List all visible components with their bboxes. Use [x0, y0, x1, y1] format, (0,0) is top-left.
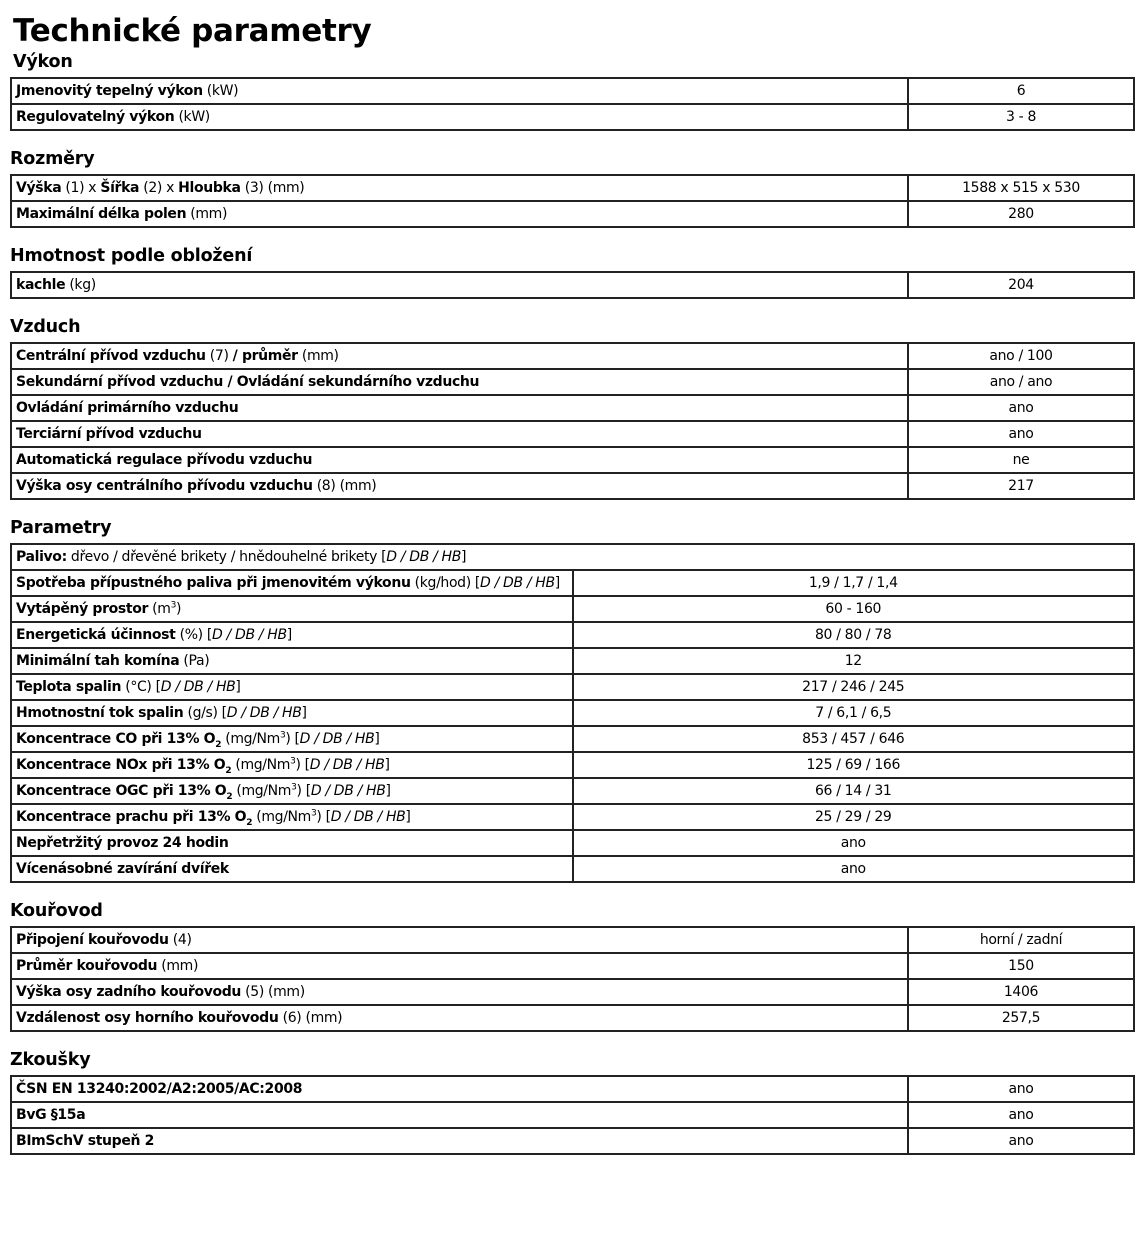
table-row	[11, 175, 1134, 201]
parameter-value: 1406	[908, 979, 1134, 1005]
label-part: kachle	[16, 277, 66, 293]
label-part: Teplota spalin	[16, 679, 122, 695]
label-part: 3	[279, 730, 286, 741]
label-part: Energetická účinnost	[16, 627, 176, 643]
parameter-value: 66 / 14 / 31	[573, 778, 1135, 804]
label-part: ) [	[285, 731, 300, 747]
parameter-value: ano	[573, 830, 1135, 856]
label-part: (kW)	[174, 109, 210, 125]
parameter-label	[11, 473, 908, 499]
section-6	[10, 899, 1135, 1032]
table-row	[11, 979, 1134, 1005]
label-part: Výška osy zadního kouřovodu	[16, 984, 242, 1000]
label-part: (kW)	[202, 83, 239, 99]
parameter-value: 257,5	[908, 1005, 1134, 1031]
table-row	[11, 856, 1134, 882]
label-part: Vícenásobné zavírání dvířek	[16, 861, 229, 877]
label-part: ]	[554, 575, 560, 591]
parameter-label	[11, 201, 908, 227]
label-part: Koncentrace prachu při 13% O	[16, 809, 247, 825]
parameter-value: 125 / 69 / 166	[573, 752, 1135, 778]
label-part: (2) x	[139, 180, 179, 196]
parameter-value: 3 - 8	[908, 104, 1134, 130]
parameter-value: ano	[908, 421, 1134, 447]
parameter-label	[11, 726, 573, 752]
label-part: 3	[170, 600, 176, 611]
table-row	[11, 596, 1134, 622]
parameter-label	[11, 1102, 908, 1128]
section-5	[10, 516, 1135, 883]
table-row	[11, 927, 1134, 953]
label-part: ]	[460, 549, 467, 565]
parameter-value: 80 / 80 / 78	[573, 622, 1135, 648]
parameter-label	[11, 1005, 908, 1031]
parameter-label	[11, 674, 573, 700]
parameter-value: horní / zadní	[908, 927, 1134, 953]
label-part: 3	[291, 782, 297, 793]
parameter-value: ano	[908, 1128, 1134, 1154]
section-heading: Výkon	[13, 52, 73, 72]
label-part: (mm)	[186, 206, 228, 222]
label-part: ]	[374, 731, 380, 747]
label-part: Průměr kouřovodu	[16, 958, 158, 974]
label-part: D / DB / HB	[212, 627, 287, 643]
parameter-label	[11, 622, 573, 648]
parameter-label	[11, 804, 573, 830]
parameter-value: 217 / 246 / 245	[573, 674, 1135, 700]
parameter-label	[11, 1128, 908, 1154]
label-part: ) [	[295, 757, 310, 773]
table-row	[11, 778, 1134, 804]
parameter-label	[11, 104, 908, 130]
table-row	[11, 648, 1134, 674]
parameter-label	[11, 78, 908, 104]
label-part: dřevo / dřevěné brikety / hnědouhelné brikety [	[66, 549, 387, 565]
table-row	[11, 830, 1134, 856]
label-part: 2	[215, 739, 222, 750]
label-part: (6) (mm)	[278, 1010, 343, 1026]
page-title: Technické parametry	[13, 13, 372, 49]
parameter-label	[11, 596, 573, 622]
label-part: Palivo:	[16, 549, 67, 565]
parameter-label	[11, 544, 1134, 570]
table-row	[11, 700, 1134, 726]
parameter-table	[10, 543, 1135, 883]
label-part: 2	[225, 765, 232, 776]
label-part: (mg/Nm	[252, 809, 311, 825]
label-part: ) [	[296, 783, 311, 799]
label-part: Vytápěný prostor	[16, 601, 149, 617]
parameter-value: 150	[908, 953, 1134, 979]
label-part: D / DB / HB	[480, 575, 555, 591]
label-part: ) [	[316, 809, 331, 825]
table-row	[11, 726, 1134, 752]
section-heading: Parametry	[10, 518, 112, 538]
parameter-value: 25 / 29 / 29	[573, 804, 1135, 830]
parameter-value: ano	[908, 1076, 1134, 1102]
parameter-label	[11, 369, 908, 395]
label-part: Vzdálenost osy horního kouřovodu	[16, 1010, 279, 1026]
label-part: (mg/Nm	[221, 731, 280, 747]
label-part: (m	[148, 601, 171, 617]
section-heading: Zkoušky	[10, 1050, 91, 1070]
label-part: Koncentrace CO při 13% O	[16, 731, 216, 747]
label-part: Sekundární přívod vzduchu / Ovládání sekundárního vzduchu	[16, 374, 480, 390]
label-part: Hloubka	[178, 180, 241, 196]
table-row	[11, 447, 1134, 473]
parameter-label	[11, 778, 573, 804]
parameter-table	[10, 174, 1135, 228]
table-row	[11, 1102, 1134, 1128]
parameter-label	[11, 1076, 908, 1102]
label-part: Hmotnostní tok spalin	[16, 705, 184, 721]
parameter-label	[11, 175, 908, 201]
table-row	[11, 104, 1134, 130]
section-7	[10, 1048, 1135, 1155]
label-part: D / DB / HB	[160, 679, 236, 695]
table-row	[11, 544, 1134, 570]
label-part: ]	[384, 757, 390, 773]
parameter-table	[10, 1075, 1135, 1155]
label-part: (Pa)	[179, 653, 210, 669]
parameter-value: 6	[908, 78, 1134, 104]
table-row	[11, 1128, 1134, 1154]
table-row	[11, 752, 1134, 778]
label-part: D / DB / HB	[386, 549, 461, 565]
label-part: (kg)	[65, 277, 96, 293]
label-part: / průměr	[232, 348, 298, 364]
label-part: Centrální přívod vzduchu	[16, 348, 206, 364]
label-part: Koncentrace NOx při 13% O	[16, 757, 226, 773]
parameter-value: 853 / 457 / 646	[573, 726, 1135, 752]
section-3	[10, 244, 1135, 299]
parameter-value: 60 - 160	[573, 596, 1135, 622]
label-part: Výška	[16, 180, 62, 196]
label-part: Připojení kouřovodu	[16, 932, 169, 948]
label-part: (1) x	[61, 180, 101, 196]
parameter-value: ano	[573, 856, 1135, 882]
parameter-value: 217	[908, 473, 1134, 499]
parameter-table	[10, 926, 1135, 1032]
label-part: (mg/Nm	[232, 783, 292, 799]
table-row	[11, 1076, 1134, 1102]
section-heading: Vzduch	[10, 317, 81, 337]
label-part: Spotřeba přípustného paliva při jmenovitém výkonu	[16, 575, 411, 591]
parameter-value: 1588 x 515 x 530	[908, 175, 1134, 201]
label-part: D / DB / HB	[299, 731, 375, 747]
parameter-value: 1,9 / 1,7 / 1,4	[573, 570, 1135, 596]
section-heading: Kouřovod	[10, 901, 103, 921]
table-row	[11, 953, 1134, 979]
label-part: (8) (mm)	[312, 478, 377, 494]
section-2	[10, 147, 1135, 228]
label-part: ]	[235, 679, 241, 695]
table-row	[11, 622, 1134, 648]
table-row	[11, 343, 1134, 369]
label-part: D / DB / HB	[226, 705, 302, 721]
parameter-label	[11, 648, 573, 674]
parameter-label	[11, 447, 908, 473]
label-part: (g/s) [	[183, 705, 227, 721]
label-part: D / DB / HB	[330, 809, 406, 825]
label-part: ]	[405, 809, 411, 825]
label-part: Jmenovitý tepelný výkon	[16, 83, 203, 99]
parameter-value: 280	[908, 201, 1134, 227]
label-part: (7)	[205, 348, 233, 364]
parameter-label	[11, 700, 573, 726]
table-row	[11, 395, 1134, 421]
section-4	[10, 315, 1135, 500]
label-part: 2	[226, 791, 233, 802]
parameter-label	[11, 752, 573, 778]
table-row	[11, 473, 1134, 499]
parameter-label	[11, 272, 908, 298]
label-part: Minimální tah komína	[16, 653, 180, 669]
parameter-value: ano	[908, 1102, 1134, 1128]
parameter-label	[11, 927, 908, 953]
label-part: Automatická regulace přívodu vzduchu	[16, 452, 313, 468]
parameter-label	[11, 570, 573, 596]
parameter-label	[11, 979, 908, 1005]
parameter-table	[10, 342, 1135, 500]
label-part: (4)	[168, 932, 192, 948]
table-row	[11, 421, 1134, 447]
label-part: BImSchV stupeň 2	[16, 1133, 155, 1149]
label-part: (%) [	[175, 627, 213, 643]
parameter-value: ano	[908, 395, 1134, 421]
table-row	[11, 674, 1134, 700]
table-row	[11, 804, 1134, 830]
parameter-label	[11, 421, 908, 447]
label-part: Šířka	[100, 180, 140, 196]
parameter-value: ano / 100	[908, 343, 1134, 369]
parameter-label	[11, 953, 908, 979]
label-part: (mg/Nm	[231, 757, 291, 773]
label-part: 3	[310, 808, 317, 819]
label-part: (3) (mm)	[240, 180, 305, 196]
parameters-content	[10, 50, 1135, 1155]
label-part: BvG §15a	[16, 1107, 86, 1123]
label-part: Maximální délka polen	[16, 206, 187, 222]
parameter-value: 7 / 6,1 / 6,5	[573, 700, 1135, 726]
label-part: (kg/hod) [	[410, 575, 481, 591]
table-row	[11, 272, 1134, 298]
parameter-label	[11, 856, 573, 882]
parameter-label	[11, 830, 573, 856]
label-part: (5) (mm)	[241, 984, 305, 1000]
table-row	[11, 78, 1134, 104]
section-1	[10, 50, 1135, 131]
label-part: Nepřetržitý provoz 24 hodin	[16, 835, 229, 851]
label-part: D / DB / HB	[309, 757, 385, 773]
table-row	[11, 369, 1134, 395]
label-part: Terciární přívod vzduchu	[16, 426, 202, 442]
label-part: 3	[290, 756, 296, 767]
label-part: Ovládání primárního vzduchu	[16, 400, 239, 416]
label-part: Výška osy centrálního přívodu vzduchu	[16, 478, 313, 494]
label-part: Regulovatelný výkon	[16, 109, 175, 125]
table-row	[11, 201, 1134, 227]
label-part: )	[175, 601, 182, 617]
label-part: ]	[301, 705, 307, 721]
label-part: (mm)	[157, 958, 199, 974]
label-part: 2	[246, 817, 253, 828]
parameter-value: ne	[908, 447, 1134, 473]
parameter-table	[10, 77, 1135, 131]
label-part: ]	[385, 783, 391, 799]
section-heading: Rozměry	[10, 149, 95, 169]
parameter-label	[11, 343, 908, 369]
parameter-value: ano / ano	[908, 369, 1134, 395]
table-row	[11, 570, 1134, 596]
section-heading: Hmotnost podle obložení	[10, 246, 253, 266]
label-part: D / DB / HB	[310, 783, 386, 799]
label-part: ČSN EN 13240:2002/A2:2005/AC:2008	[16, 1081, 303, 1097]
parameter-table	[10, 271, 1135, 299]
table-row	[11, 1005, 1134, 1031]
label-part: (mm)	[297, 348, 339, 364]
parameter-label	[11, 395, 908, 421]
label-part: ]	[286, 627, 292, 643]
parameter-value: 204	[908, 272, 1134, 298]
label-part: Koncentrace OGC při 13% O	[16, 783, 227, 799]
parameter-value: 12	[573, 648, 1135, 674]
label-part: (°C) [	[121, 679, 161, 695]
